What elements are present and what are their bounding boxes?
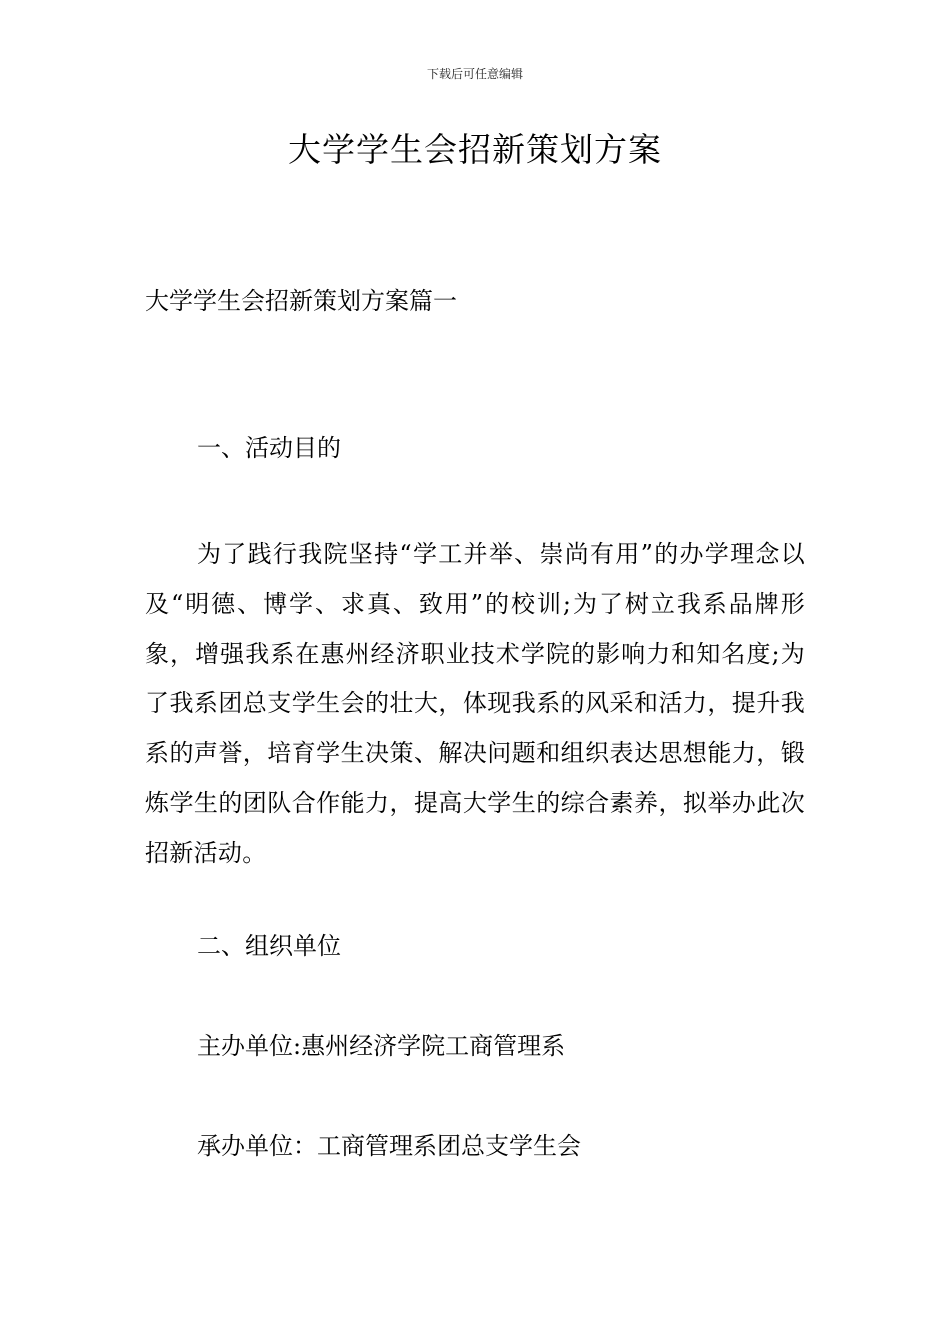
section-heading-purpose: 一、活动目的 bbox=[197, 434, 341, 462]
purpose-paragraph: 为了践行我院坚持“学工并举、崇尚有用”的办学理念以及“明德、博学、求真、致用”的校训;为了树立我系品牌形象，增强我系在惠州经济职业技术学院的影响力和知名度;为了我系团总支学生会的壮大，体现我系的风采和活力，提升我系的声誉，培育学生决策、解决问题和组织表达思想能力，锻炼学生的团队合作能力，提高大学生的综合素养，拟举办此次招新活动。 bbox=[145, 540, 805, 867]
host-unit-line: 主办单位:惠州经济学院工商管理系 bbox=[197, 1032, 566, 1060]
document-subtitle: 大学学生会招新策划方案篇一 bbox=[145, 287, 457, 315]
section-heading-organizers: 二、组织单位 bbox=[197, 932, 341, 960]
organizer-unit-line: 承办单位：工商管理系团总支学生会 bbox=[197, 1132, 581, 1160]
header-note: 下载后可任意编辑 bbox=[426, 67, 523, 81]
document-title: 大学学生会招新策划方案 bbox=[288, 130, 662, 169]
